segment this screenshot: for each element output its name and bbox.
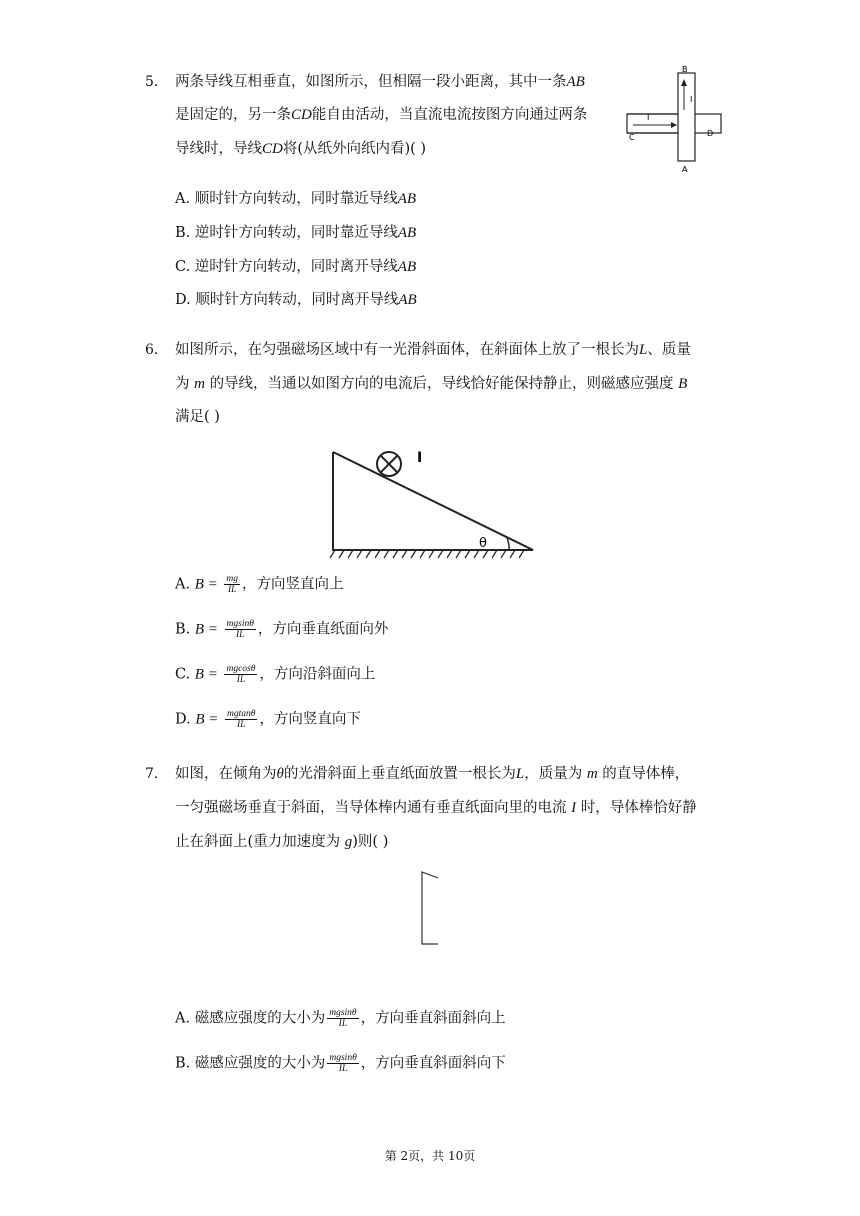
- q6-var-b: B: [678, 376, 688, 392]
- q7-figure-frame: [422, 872, 438, 944]
- fraction-numerator: mgsinθ: [329, 1053, 357, 1063]
- q7-text: )则( ): [352, 834, 389, 850]
- option-letter: B.: [175, 621, 191, 638]
- fraction-denominator: IL: [235, 630, 245, 640]
- q7-text: 如图，在倾角为: [175, 766, 277, 782]
- option-lhs: B =: [194, 576, 218, 593]
- fraction: [224, 574, 240, 595]
- option-text: ，方向竖直向下: [259, 711, 361, 728]
- option-var: AB: [398, 292, 417, 308]
- option-text: 顺时针方向转动，同时靠近导线: [194, 191, 398, 207]
- q7-number: 7.: [145, 766, 159, 782]
- option-lhs: B =: [195, 711, 219, 728]
- q7-var-theta: θ: [276, 766, 284, 782]
- q7-line-2: [175, 798, 697, 818]
- q5-option-d[interactable]: [175, 290, 417, 310]
- option-text: ，方向竖直向上: [241, 576, 344, 593]
- q6-option-a[interactable]: [175, 574, 343, 595]
- q7-text: 的直导体棒，: [602, 766, 690, 782]
- q7-line-1: [175, 764, 689, 784]
- option-letter: C.: [175, 666, 191, 683]
- ground-hatching: [330, 550, 524, 558]
- label-i: I: [690, 95, 693, 104]
- q5-var-cd: CD: [291, 107, 312, 123]
- q6-var-m: m: [194, 376, 205, 392]
- q7-text: ，质量为: [524, 766, 583, 782]
- q5-line-2: [175, 105, 587, 125]
- fraction-denominator: IL: [338, 1019, 348, 1029]
- option-lhs: B =: [194, 666, 218, 683]
- q5-text: 能自由活动，当直流电流按图方向通过两条: [311, 107, 588, 123]
- q6-var-l: L: [639, 342, 648, 358]
- q5-option-a[interactable]: [175, 189, 416, 209]
- incline-triangle: [333, 452, 533, 550]
- option-letter: A.: [175, 576, 191, 593]
- fraction: [225, 619, 256, 640]
- q5-var-cd: CD: [262, 141, 283, 157]
- q6-number: 6.: [145, 342, 159, 358]
- option-text: ，方向垂直斜面斜向下: [360, 1055, 506, 1072]
- option-text: ，方向沿斜面向上: [259, 666, 376, 683]
- label-b: B: [682, 65, 688, 74]
- q7-text: 的光滑斜面上垂直纸面放置一根长为: [283, 766, 516, 782]
- q7-var-g: g: [344, 834, 353, 850]
- fraction-denominator: IL: [227, 585, 237, 595]
- q7-var-i: I: [571, 800, 577, 816]
- q6-text: 为: [175, 376, 190, 392]
- option-text: 逆时针方向转动，同时靠近导线: [194, 225, 398, 241]
- option-var: AB: [397, 191, 417, 207]
- label-d: D: [707, 129, 714, 138]
- q6-option-b[interactable]: [175, 619, 388, 640]
- q5-option-b[interactable]: [175, 223, 416, 243]
- option-letter: A.: [175, 1010, 191, 1027]
- q6-line-2: [175, 374, 687, 394]
- q5-var-ab: AB: [566, 74, 585, 90]
- label-theta: θ: [479, 536, 487, 551]
- label-a: A: [682, 165, 688, 174]
- q5-line-3: [175, 139, 426, 159]
- option-var: AB: [397, 225, 417, 241]
- angle-arc: [507, 538, 509, 550]
- q7-var-l: L: [515, 766, 525, 782]
- q6-text: 的导线，当通以如图方向的电流后，导线恰好能保持静止，则磁感应强度: [209, 376, 674, 392]
- q5-number: 5.: [145, 74, 159, 90]
- option-letter: A.: [175, 191, 191, 207]
- page-footer: 第 2页，共 10页: [384, 1149, 476, 1163]
- option-letter: B.: [175, 225, 191, 241]
- fraction: [225, 709, 257, 730]
- option-text: 磁感应强度的大小为: [194, 1055, 326, 1072]
- fraction: [224, 664, 257, 685]
- q7-text: 时，导体棒恰好静: [580, 800, 697, 816]
- q5-option-c[interactable]: [175, 257, 416, 277]
- fraction: [327, 1053, 358, 1074]
- q6-option-d[interactable]: [175, 709, 361, 730]
- fraction-numerator: mgsinθ: [329, 1008, 357, 1018]
- option-letter: C.: [175, 259, 191, 275]
- q7-text: 一匀强磁场垂直于斜面，当导体棒内通有垂直纸面向里的电流: [175, 800, 567, 816]
- q6-line-1: [175, 340, 691, 360]
- option-text: 磁感应强度的大小为: [194, 1010, 326, 1027]
- q5-figure: [625, 64, 725, 176]
- wire-ab: [678, 73, 695, 161]
- fraction-denominator: IL: [236, 675, 246, 685]
- q6-text: 如图所示，在匀强磁场区域中有一光滑斜面体，在斜面体上放了一根长为: [175, 342, 639, 358]
- option-letter: D.: [175, 711, 191, 728]
- q6-option-c[interactable]: [175, 664, 375, 685]
- option-letter: D.: [175, 292, 191, 308]
- label-i: I: [647, 113, 650, 122]
- label-c: C: [629, 133, 635, 142]
- option-text: 顺时针方向转动，同时离开导线: [195, 292, 399, 308]
- q5-text: 将(从纸外向纸内看)( ): [282, 141, 427, 157]
- q5-text: 是固定的，另一条: [175, 107, 291, 123]
- q6-text: 、质量: [647, 342, 691, 358]
- label-current-i: I: [417, 450, 423, 466]
- fraction-numerator: mgsinθ: [226, 619, 254, 629]
- option-lhs: B =: [194, 621, 218, 638]
- q7-text: 止在斜面上(重力加速度为: [175, 834, 341, 850]
- fraction-numerator: mgcosθ: [226, 664, 256, 674]
- q7-figure: [418, 868, 442, 948]
- fraction-numerator: mg: [226, 574, 238, 584]
- option-text: ，方向垂直纸面向外: [257, 621, 389, 638]
- q6-incline-figure: [325, 444, 540, 562]
- fraction-denominator: IL: [236, 720, 246, 730]
- fraction-denominator: IL: [338, 1064, 348, 1074]
- q7-line-3: [175, 832, 388, 852]
- q5-text: 两条导线互相垂直，如图所示，但相隔一段小距离，其中一条: [175, 74, 567, 90]
- q7-option-b[interactable]: [175, 1053, 506, 1074]
- q7-var-m: m: [586, 766, 598, 782]
- option-text: ，方向垂直斜面斜向上: [360, 1010, 506, 1027]
- option-text: 逆时针方向转动，同时离开导线: [194, 259, 398, 275]
- q5-line-1: [175, 72, 585, 92]
- option-letter: B.: [175, 1055, 191, 1072]
- fraction-numerator: mgtanθ: [226, 709, 256, 719]
- fraction: [327, 1008, 358, 1029]
- q7-option-a[interactable]: [175, 1008, 506, 1029]
- option-var: AB: [397, 259, 417, 275]
- q5-text: 导线时，导线: [175, 141, 262, 157]
- q6-line-3: 满足( ): [175, 409, 220, 425]
